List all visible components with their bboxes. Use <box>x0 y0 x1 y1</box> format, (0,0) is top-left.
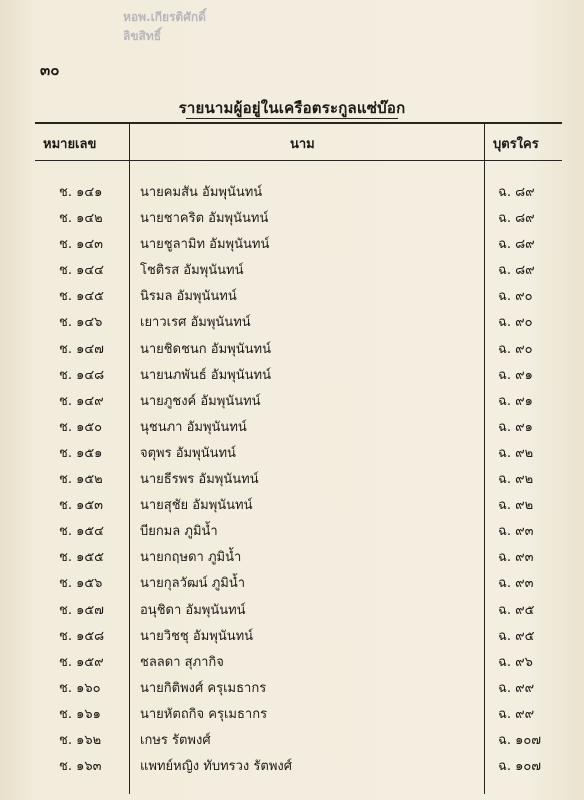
title-underline <box>186 118 398 119</box>
row-code: ช. ๑๕๑ <box>59 445 103 461</box>
row-ref: ฉ. ๙๑ <box>498 419 533 435</box>
row-name: นายชิดชนก อัมพุนันทน์ <box>140 341 271 357</box>
row-code: ช. ๑๖๐ <box>59 680 101 696</box>
stamp-line-1: หอพ.เกียรติศักดิ์ <box>123 10 206 24</box>
table-row <box>35 728 562 754</box>
table-header <box>35 124 562 161</box>
table-row <box>35 702 562 728</box>
table-row <box>35 389 562 415</box>
row-code: ช. ๑๕๓ <box>59 498 104 514</box>
library-stamp <box>123 8 293 46</box>
row-name: นายกิติพงศ์ ครุเมธากร <box>140 680 267 696</box>
row-ref: ฉ. ๙๐ <box>498 315 533 331</box>
table-row <box>35 571 562 597</box>
row-name: นุชนภา อัมพุนันทน์ <box>140 419 247 435</box>
row-ref: ฉ. ๙๓ <box>498 550 534 566</box>
row-name: โชติรส อัมพุนันทน์ <box>140 263 244 279</box>
row-code: ช. ๑๔๓ <box>59 237 104 253</box>
row-ref: ฉ. ๙๒ <box>498 498 534 514</box>
row-ref: ฉ. ๙๖ <box>498 654 533 670</box>
row-ref: ฉ. ๑๐๗ <box>498 759 542 775</box>
row-code: ช. ๑๔๙ <box>59 393 104 409</box>
table-row <box>35 232 562 258</box>
row-code: ช. ๑๔๔ <box>59 263 105 279</box>
row-name: นายหัตถกิจ ครุเมธากร <box>140 706 268 722</box>
page-number: ๓๐ <box>40 61 60 79</box>
table-row <box>35 650 562 676</box>
row-code: ช. ๑๔๖ <box>59 315 103 331</box>
table-row <box>35 598 562 624</box>
table-row <box>35 180 562 206</box>
row-ref: ฉ. ๙๐ <box>498 341 533 357</box>
row-name: นายสุชัย อัมพุนันทน์ <box>140 498 253 514</box>
row-ref: ฉ. ๘๙ <box>498 211 535 227</box>
row-ref: ฉ. ๙๒ <box>498 445 534 461</box>
row-name: นายกุลวัฒน์ ภูมิน้ำ <box>140 576 246 592</box>
table-row <box>35 441 562 467</box>
table-row <box>35 545 562 571</box>
table-row <box>35 337 562 363</box>
row-ref: ฉ. ๙๓ <box>498 576 534 592</box>
row-name: นายชาคริต อัมพุนันทน์ <box>140 211 269 227</box>
row-name: อนุชิดา อัมพุนันทน์ <box>140 602 246 618</box>
row-name: นายกฤษดา ภูมิน้ำ <box>140 550 242 566</box>
row-code: ช. ๑๖๑ <box>59 706 101 722</box>
table-row <box>35 206 562 232</box>
row-code: ช. ๑๕๙ <box>59 654 104 670</box>
table-row <box>35 624 562 650</box>
row-code: ช. ๑๕๔ <box>59 524 105 540</box>
table-row <box>35 467 562 493</box>
row-code: ช. ๑๕๒ <box>59 472 103 488</box>
table-row <box>35 310 562 336</box>
row-code: ช. ๑๔๕ <box>59 289 105 305</box>
table-row <box>35 519 562 545</box>
header-code: หมายเลข <box>43 137 97 152</box>
row-name: นายธีรพร อัมพุนันทน์ <box>140 472 259 488</box>
row-name: ชลลดา สุภากิจ <box>140 654 224 670</box>
row-code: ช. ๑๔๒ <box>59 211 103 227</box>
row-ref: ฉ. ๘๙ <box>498 185 535 200</box>
row-name: นายชูลามิท อัมพุนันทน์ <box>140 237 270 253</box>
row-ref: ฉ. ๙๑ <box>498 393 533 409</box>
member-table <box>35 122 562 794</box>
row-name: นายวิชชุ อัมพุนันทน์ <box>140 628 254 644</box>
row-code: ช. ๑๔๑ <box>59 185 103 200</box>
row-name: เกษร รัตพงศ์ <box>140 732 211 748</box>
row-ref: ฉ. ๘๙ <box>498 237 535 253</box>
header-ref: บุตรใคร <box>493 137 539 152</box>
table-row <box>35 754 562 780</box>
row-name: แพทย์หญิง ทับทรวง รัตพงศ์ <box>140 759 293 775</box>
table-row <box>35 284 562 310</box>
row-code: ช. ๑๕๖ <box>59 576 103 592</box>
row-ref: ฉ. ๙๐ <box>498 289 533 305</box>
row-code: ช. ๑๕๗ <box>59 602 104 618</box>
row-name: นายนภพันธ์ อัมพุนันทน์ <box>140 367 271 383</box>
row-ref: ฉ. ๙๙ <box>498 706 535 722</box>
header-name: นาม <box>290 137 315 152</box>
row-code: ช. ๑๕๘ <box>59 628 105 644</box>
row-code: ช. ๑๕๕ <box>59 550 105 566</box>
row-ref: ฉ. ๙๕ <box>498 628 535 644</box>
row-ref: ฉ. ๙๕ <box>498 602 535 618</box>
row-name: จตุพร อัมพุนันทน์ <box>140 445 236 461</box>
table-body <box>35 180 562 780</box>
table-row <box>35 363 562 389</box>
row-ref: ฉ. ๙๙ <box>498 680 535 696</box>
row-name: เยาวเรศ อัมพุนันทน์ <box>140 315 251 331</box>
stamp-line-2: ลิขสิทธิ์ <box>123 29 162 43</box>
row-code: ช. ๑๔๗ <box>59 341 104 357</box>
row-ref: ฉ. ๙๓ <box>498 524 534 540</box>
row-name: บียกมล ภูมิน้ำ <box>140 524 218 540</box>
table-row <box>35 676 562 702</box>
row-ref: ฉ. ๘๙ <box>498 263 535 279</box>
row-code: ช. ๑๖๒ <box>59 732 102 748</box>
table-row <box>35 415 562 441</box>
row-code: ช. ๑๖๓ <box>59 759 102 775</box>
row-ref: ฉ. ๙๑ <box>498 367 533 383</box>
row-name: นายภูชงค์ อัมพุนันทน์ <box>140 393 261 409</box>
row-code: ช. ๑๔๘ <box>59 367 105 383</box>
row-ref: ฉ. ๑๐๗ <box>498 732 542 748</box>
page-title: รายนามผู้อยู่ในเครือตระกูลแซ่บ๊อก <box>178 99 406 117</box>
row-name: นิรมล อัมพุนันทน์ <box>140 289 237 305</box>
row-name: นายคมสัน อัมพุนันทน์ <box>140 185 263 200</box>
table-row <box>35 493 562 519</box>
row-code: ช. ๑๕๐ <box>59 419 103 435</box>
row-ref: ฉ. ๙๒ <box>498 472 534 488</box>
table-row <box>35 258 562 284</box>
